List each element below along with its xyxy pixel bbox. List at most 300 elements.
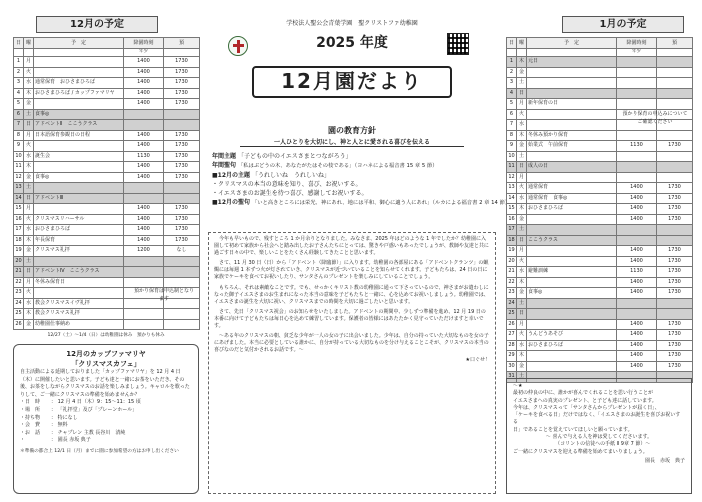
day-cell: 5 (14, 99, 24, 110)
weekday-cell: 月 (24, 130, 34, 141)
event-cell: 日本語保育参観日の日程 (34, 130, 124, 141)
day-cell: 1 (507, 57, 517, 68)
weekday-cell: 火 (24, 141, 34, 152)
event-cell: 教会クリスマスイヴ礼拝 (34, 298, 124, 309)
day-cell: 7 (507, 120, 517, 131)
theme-line (212, 180, 496, 189)
childcare-cell: 1730 (164, 151, 200, 162)
cafe-subtitle: 「クリスマスカフェ」 (71, 360, 141, 368)
schedule-row (14, 141, 200, 152)
cafe-detail-row: ・お 話 ： チャプレン 主教 長谷川 清純 (20, 429, 126, 436)
day-cell: 30 (507, 361, 517, 372)
time-cell (617, 225, 657, 236)
time-cell (124, 319, 164, 330)
weekday-cell: 金 (517, 141, 527, 152)
schedule-row (507, 162, 693, 173)
day-cell: 13 (507, 183, 517, 194)
schedule-row (507, 361, 693, 372)
cafe-detail-row: ・日 時 ： 12 月 4 日（木）9：15～11：15 頃 (20, 399, 141, 406)
day-cell: 4 (14, 88, 24, 99)
december-footnote: 12/27（土）～1/4（日）は幼稚園は休み 預かりも休み (47, 333, 165, 338)
qr-code-icon (447, 33, 469, 55)
event-cell: クリスマス礼拝 (34, 246, 124, 257)
weekday-cell: 月 (517, 246, 527, 257)
weekday-cell: 火 (517, 256, 527, 267)
cafe-detail-row: ・持ち物 ： 特になし (20, 414, 78, 421)
event-cell (527, 277, 617, 288)
day-cell: 1 (14, 57, 24, 68)
day-cell: 6 (14, 109, 24, 120)
childcare-cell: 1730 (657, 330, 693, 341)
childcare-cell: 1730 (164, 214, 200, 225)
weekday-cell: 水 (24, 225, 34, 236)
schedule-row (14, 172, 200, 183)
weekday-cell: 土 (517, 78, 527, 89)
day-cell: 22 (507, 277, 517, 288)
time-cell: 1400 (617, 340, 657, 351)
childcare-cell: 1730 (657, 267, 693, 278)
weekday-cell: 火 (24, 288, 34, 299)
childcare-cell (164, 309, 200, 320)
childcare-cell: 1730 (657, 319, 693, 330)
day-cell: 26 (507, 319, 517, 330)
time-cell: 1400 (617, 361, 657, 372)
childcare-cell: 1730 (164, 162, 200, 173)
event-cell: ここうクラス (527, 235, 617, 246)
weekday-cell: 木 (517, 57, 527, 68)
event-cell: 元日 (527, 57, 617, 68)
childcare-cell (657, 235, 693, 246)
schedule-row (507, 351, 693, 362)
event-cell: 成人の日 (527, 162, 617, 173)
schedule-row (507, 193, 693, 204)
closing-line: ご一緒にクリスマスを迎える準備を始めてまいりましょう。 (513, 448, 648, 455)
cafe-detail-value: 園長 赤坂 典子 (57, 437, 91, 444)
weekday-cell: 木 (24, 309, 34, 320)
weekday-cell: 木 (517, 130, 527, 141)
schedule-row (507, 183, 693, 194)
weekday-cell: 月 (24, 277, 34, 288)
weekday-cell: 金 (517, 214, 527, 225)
cafe-detail-row: ・会 費 ： 無料 (20, 422, 68, 429)
time-cell (617, 172, 657, 183)
day-cell: 31 (507, 372, 517, 383)
time-cell: 1400 (124, 214, 164, 225)
kindergarten-logo (228, 36, 248, 56)
time-cell: 1400 (617, 214, 657, 225)
essay-signoff: ★口ぐせ！ (465, 357, 490, 364)
weekday-cell: 月 (24, 57, 34, 68)
weekday-cell: 火 (24, 214, 34, 225)
childcare-cell: 1730 (657, 141, 693, 152)
event-cell: おひさまひろば (527, 204, 617, 215)
weekday-cell: 金 (517, 288, 527, 299)
weekday-cell: 水 (24, 78, 34, 89)
theme-label: 年間主題 (212, 153, 237, 160)
time-cell: 1400 (617, 204, 657, 215)
schedule-row (14, 277, 200, 288)
event-cell (527, 225, 617, 236)
time-cell (617, 57, 657, 68)
day-cell: 23 (14, 288, 24, 299)
newsletter-title: 12月園だより (252, 66, 452, 98)
event-cell (527, 298, 617, 309)
event-cell: 通常保育 食事◎ (527, 193, 617, 204)
cafe-title: 12月のカップファマリヤ (66, 350, 146, 358)
schedule-row (507, 225, 693, 236)
weekday-cell: 日 (517, 235, 527, 246)
day-cell: 11 (507, 162, 517, 173)
weekday-cell: 火 (517, 183, 527, 194)
time-cell: 1200 (124, 246, 164, 257)
day-cell: 24 (14, 298, 24, 309)
childcare-cell (164, 120, 200, 131)
childcare-cell (657, 57, 693, 68)
essay-paragraph: ～ある年のクリスマスの朝、貧乏な少年が一人の女の子に出会いました。少年は、自分の持っていた大切なものを女の子にあげました。本当に必要としている誰かに、自分が持っている大切なものを分け与えることこそが、クリスマスの本当の喜びなのだと気付かされるお話です。～ (214, 333, 489, 354)
schedule-row (507, 330, 693, 341)
day-cell: 14 (14, 193, 24, 204)
essay-paragraph: さて、先日「クリスマス祝会」のお知らせをいたしました。アドベントの期間中、少しずつ準備を進め、12 月 19 日の本番に向けて子どもたちは毎日心を込めて練習しています。保護者の皆様にはあたたかく見守っていただけますと幸いです。 (214, 308, 486, 330)
time-cell (617, 235, 657, 246)
schedule-row (507, 67, 693, 78)
time-cell (124, 277, 164, 288)
event-cell (527, 361, 617, 372)
time-cell (124, 309, 164, 320)
event-cell: 誕生会 (34, 151, 124, 162)
weekday-cell: 木 (517, 204, 527, 215)
day-cell: 3 (507, 78, 517, 89)
schedule-row (507, 309, 693, 320)
weekday-cell: 火 (517, 330, 527, 341)
cafe-detail-key: 場 所 (25, 406, 41, 413)
schedule-row (507, 288, 693, 299)
childcare-cell (657, 130, 693, 141)
day-cell: 16 (507, 214, 517, 225)
time-cell (617, 151, 657, 162)
essay-paragraph: 今年も早いもので、残すところ 1 か月余りとなりました。みなさま、2025 年はどのような 1 年でしたか？幼稚園に入園して初めて家族から社会へと踏み出したお子さんたちにとっては、驚きや戸惑いもあったでしょうが、教師や友達と共に過ごす日々の中で、楽しいことをたくさん経験してきたことと思います。 (214, 236, 489, 257)
cafe-announcement (13, 344, 199, 494)
essay-paragraph: さて、11 月 30 日（日）から「アドベント（降臨節）」に入ります。幼稚園の各部屋にある「アドベントクランツ」の蝋燭には毎週 1 本ずつ火が灯されていき、クリスマスが近づいていることを知らせてくれます。子どもたちは、24 日の日に家族でケーキを食べてお祝いしたり、サンタさんのプレゼントを楽しみにしていることでしょう。 (214, 260, 489, 281)
day-cell: 3 (14, 78, 24, 89)
weekday-cell: 日 (24, 267, 34, 278)
col-day: 日 (507, 38, 517, 49)
day-cell: 26 (14, 319, 24, 330)
event-cell (527, 172, 617, 183)
event-cell (527, 256, 617, 267)
day-cell: 19 (507, 246, 517, 257)
col-childcare: 預 (164, 38, 200, 49)
time-cell: 1400 (124, 172, 164, 183)
time-cell: 1400 (124, 141, 164, 152)
theme-label: ■12月の主題 (212, 172, 251, 179)
event-cell: 食事◎ (527, 288, 617, 299)
december-schedule-header: 12月の予定 (36, 16, 158, 33)
childcare-cell: 1730 (164, 130, 200, 141)
schedule-row (14, 162, 200, 173)
schedule-row (507, 78, 693, 89)
event-cell (527, 246, 617, 257)
event-cell: アドベントⅡ ここうクラス (34, 120, 124, 131)
event-cell (34, 67, 124, 78)
day-cell: 20 (507, 256, 517, 267)
event-cell (527, 214, 617, 225)
schedule-row (507, 99, 693, 110)
col-childcare: 預 (657, 38, 693, 49)
event-cell: 避難訓練 (527, 267, 617, 278)
closing-line: 「ケーキを食べる日」だけではなく、「イエスさまのお誕生を喜びお祝いする (513, 412, 681, 426)
theme-section (212, 152, 511, 208)
childcare-cell (164, 183, 200, 194)
schedule-row (14, 130, 200, 141)
theme-line (212, 152, 496, 161)
col-event: 予 定 (34, 38, 124, 49)
theme-line (212, 161, 496, 171)
event-cell: アドベントⅢ (34, 193, 124, 204)
theme-text: 「子どもの中のイエスさまとつながろう」 (237, 153, 352, 160)
event-cell: 幼稚園仕事納め (34, 319, 124, 330)
day-cell: 8 (507, 130, 517, 141)
schedule-row (14, 78, 200, 89)
event-cell (527, 78, 617, 89)
weekday-cell: 金 (517, 361, 527, 372)
closing-line: 今年は、クリスマスって「サンタさんからプレゼントが届く日」、 (513, 404, 660, 411)
event-cell: おひさまひろば (34, 225, 124, 236)
cafe-detail-value: チャプレン 主教 長谷川 清純 (57, 429, 126, 436)
weekday-cell: 金 (24, 246, 34, 257)
day-cell: 7 (14, 120, 24, 131)
col-weekday: 曜 (517, 38, 527, 49)
day-cell: 10 (507, 151, 517, 162)
event-cell: 食事◎ (34, 172, 124, 183)
event-cell: おひさまひろば (527, 340, 617, 351)
childcare-cell: 1730 (164, 172, 200, 183)
time-cell: 1130 (617, 141, 657, 152)
cafe-detail-row: ・ ： 園長 赤坂 典子 (20, 437, 91, 444)
day-cell: 10 (14, 151, 24, 162)
december-side-note: 預かり保育は申込制となります (133, 288, 194, 302)
time-cell: 1400 (617, 183, 657, 194)
day-cell: 15 (14, 204, 24, 215)
childcare-cell: 1730 (164, 99, 200, 110)
theme-text: 「私はぶどうの木、あなたがたはその枝である」（ヨハネによる福音書 15 章 5 節） (237, 163, 438, 169)
col-pickup-time: 降園時刻 (617, 38, 657, 49)
event-cell (34, 99, 124, 110)
event-cell: 年長保育 (34, 235, 124, 246)
time-cell (124, 109, 164, 120)
childcare-cell (657, 151, 693, 162)
time-cell: 1130 (124, 151, 164, 162)
childcare-cell (164, 319, 200, 330)
event-cell (527, 151, 617, 162)
schedule-row (14, 120, 200, 131)
time-cell: 1130 (617, 267, 657, 278)
childcare-cell: なし (164, 246, 200, 257)
cafe-details (20, 399, 192, 445)
closing-line: ～ 喜んで与える人を神は愛してくださいます。 (545, 434, 653, 441)
policy-statement: 一人ひとりを大切にし、神と人とに愛される喜びを伝える (240, 137, 464, 147)
schedule-row (507, 130, 693, 141)
schedule-row (507, 88, 693, 99)
theme-label: ■12月の聖句 (212, 199, 251, 206)
childcare-cell (164, 267, 200, 278)
theme-text: 「いと高きところには栄光、神にあれ、地には平和、御心に適う人にあれ」（ルカによる福音書 2 章 14 節） (251, 200, 511, 206)
closing-message (506, 378, 692, 494)
schedule-row (14, 256, 200, 267)
event-cell: 新年保育の日 (527, 99, 617, 110)
cafe-detail-row: ・場 所 ： 「礼拝堂」及び「プレーンホール」 (20, 406, 138, 413)
time-cell: 1400 (617, 193, 657, 204)
schedule-row (14, 183, 200, 194)
cafe-detail-key: 持ち物 (25, 414, 41, 421)
time-cell (617, 162, 657, 173)
childcare-cell: 1730 (657, 246, 693, 257)
weekday-cell: 金 (24, 99, 34, 110)
time-cell (617, 88, 657, 99)
cafe-detail-value: 特になし (57, 414, 78, 421)
time-cell: 1400 (617, 256, 657, 267)
col-weekday: 曜 (24, 38, 34, 49)
time-cell (617, 309, 657, 320)
day-cell: 8 (14, 130, 24, 141)
time-cell (617, 67, 657, 78)
weekday-cell: 日 (517, 309, 527, 320)
day-cell: 20 (14, 256, 24, 267)
cafe-body: 自主活動による延期しておりました「カップファマリヤ」を 12 月 4 日（木）に開催したいと思います。子ども達と一緒にお茶をいただき、その後、お茶をしながらクリスマスのお話を楽しみましょう。キャロルを歌ったりして、ご一緒にクリスマスの準備を始めませんか？ (20, 369, 190, 398)
day-cell: 18 (507, 235, 517, 246)
schedule-row (507, 141, 693, 152)
time-cell: 1400 (124, 88, 164, 99)
childcare-cell (657, 172, 693, 183)
day-cell: 22 (14, 277, 24, 288)
day-cell: 6 (507, 109, 517, 120)
cafe-note: ＊準備の都合上 12/1 日（月）までに園に参加希望の方はお申し出ください (20, 448, 179, 454)
closing-signature: 園長 赤坂 典子 (644, 457, 685, 464)
schedule-row (507, 172, 693, 183)
col-pickup-time: 降園時刻 (124, 38, 164, 49)
childcare-cell: 1730 (657, 214, 693, 225)
theme-line (212, 198, 511, 208)
event-cell (34, 57, 124, 68)
january-schedule-table (506, 37, 693, 383)
day-cell: 25 (507, 309, 517, 320)
time-cell (124, 256, 164, 267)
time-cell: 1400 (617, 277, 657, 288)
closing-line: 最初の仲良の中に、誰かが喜んでくれることを思い行うことが (513, 390, 654, 397)
schedule-row (14, 151, 200, 162)
col-day: 日 (14, 38, 24, 49)
time-cell: 1400 (124, 78, 164, 89)
day-cell: 12 (507, 172, 517, 183)
theme-line (212, 189, 496, 198)
theme-text: ・イエスさまのお誕生を待つ喜び、感謝してお祝いする。 (212, 190, 368, 197)
schedule-row (14, 235, 200, 246)
closing-line: イエスさまへの真実のプレゼント、と子ども達に話しています。 (513, 397, 657, 404)
weekday-cell: 土 (24, 256, 34, 267)
sub-label: 年少 (124, 49, 164, 57)
weekday-cell: 木 (517, 277, 527, 288)
time-cell: 1400 (617, 330, 657, 341)
weekday-cell: 水 (517, 193, 527, 204)
weekday-cell: 金 (24, 172, 34, 183)
time-cell (617, 298, 657, 309)
day-cell: 9 (14, 141, 24, 152)
event-cell (527, 88, 617, 99)
childcare-cell: 1730 (657, 288, 693, 299)
weekday-cell: 水 (517, 340, 527, 351)
time-cell (617, 130, 657, 141)
event-cell: 食事◎ (34, 109, 124, 120)
event-cell (527, 309, 617, 320)
policy-heading: 園の教育方針 (328, 126, 376, 135)
weekday-cell: 水 (517, 267, 527, 278)
childcare-cell: 1730 (657, 351, 693, 362)
weekday-cell: 金 (24, 319, 34, 330)
weekday-cell: 月 (517, 172, 527, 183)
weekday-cell: 月 (517, 99, 527, 110)
january-schedule-header: 1月の予定 (562, 16, 684, 33)
theme-text: 「うれしいね うれしいね」 (251, 172, 330, 179)
time-cell (124, 267, 164, 278)
weekday-cell: 火 (517, 109, 527, 120)
day-cell: 4 (507, 88, 517, 99)
weekday-cell: 木 (517, 351, 527, 362)
time-cell: 1400 (617, 319, 657, 330)
schedule-row (14, 246, 200, 257)
theme-label: 年間聖句 (212, 162, 237, 169)
weekday-cell: 土 (24, 109, 34, 120)
cafe-detail-value: 12 月 4 日（木）9：15～11：15 頃 (57, 399, 141, 406)
day-cell: 16 (14, 214, 24, 225)
event-cell (34, 162, 124, 173)
time-cell: 1400 (617, 246, 657, 257)
schedule-row (14, 57, 200, 68)
essay-paragraph: もちろん、それは素敵なことです。でも、せっかくキリスト教の幼稚園に通って下さっているので、神さまがお遣わしになった御子イエスさまのお生まれになった本当の意味を子どもたちと一緒に、心を込めてお祝いしましょう。幼稚園では、イエスさまの誕生を大切に祝い、クリスマスまでの時間を大切に過ごしたいと思います。 (214, 284, 489, 305)
weekday-cell: 木 (24, 162, 34, 173)
schedule-row (507, 151, 693, 162)
time-cell: 1400 (124, 57, 164, 68)
day-cell: 12 (14, 172, 24, 183)
day-cell: 21 (14, 267, 24, 278)
childcare-cell (164, 193, 200, 204)
schedule-row (507, 298, 693, 309)
day-cell: 25 (14, 309, 24, 320)
event-cell: 冬休み預かり保育 (527, 130, 617, 141)
weekday-cell: 金 (517, 67, 527, 78)
schedule-row (14, 214, 200, 225)
time-cell: 1400 (124, 99, 164, 110)
childcare-cell: 1730 (657, 361, 693, 372)
day-cell: 14 (507, 193, 517, 204)
event-cell: うんどうあそび (527, 330, 617, 341)
schedule-row (14, 204, 200, 215)
weekday-cell: 木 (24, 88, 34, 99)
weekday-cell: 土 (24, 183, 34, 194)
time-cell: 1400 (617, 351, 657, 362)
fiscal-year: 2025 年度 (316, 35, 388, 51)
day-cell: 2 (507, 67, 517, 78)
time-cell (124, 193, 164, 204)
day-cell: 23 (507, 288, 517, 299)
weekday-cell: 月 (24, 204, 34, 215)
weekday-cell: 土 (517, 372, 527, 383)
day-cell: 2 (14, 67, 24, 78)
childcare-cell (657, 99, 693, 110)
weekday-cell: 日 (517, 162, 527, 173)
weekday-cell: 土 (517, 225, 527, 236)
event-cell (527, 351, 617, 362)
schedule-row (14, 109, 200, 120)
schedule-row (507, 214, 693, 225)
